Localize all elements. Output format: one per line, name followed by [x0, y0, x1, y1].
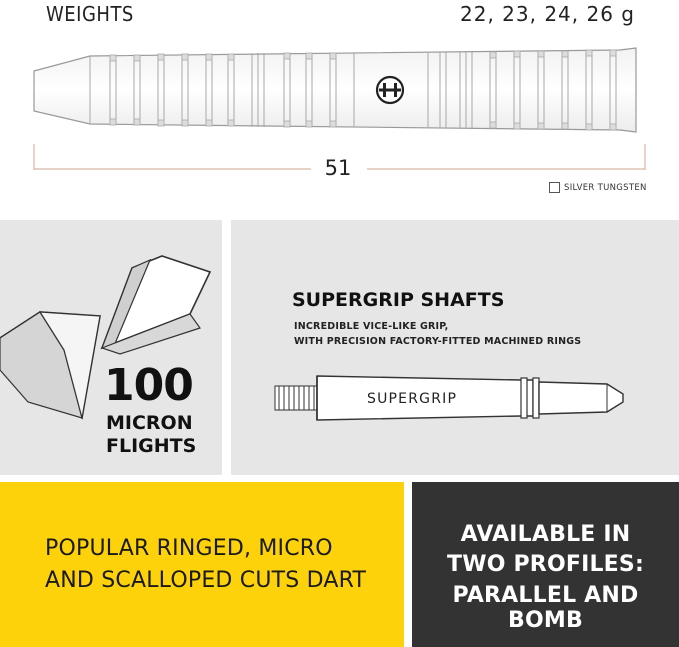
accessories-section: [0, 212, 679, 482]
material-legend: [549, 182, 647, 193]
flights-micron-label: MICRON: [106, 412, 193, 434]
h-logo-icon: [377, 77, 403, 103]
shaft-illustration: [271, 372, 631, 424]
legend-label: SILVER TUNGSTEN: [564, 182, 647, 193]
weights-values: 22, 23, 24, 26 g: [460, 2, 635, 26]
profiles-text-line3: PARALLEL AND BOMB: [452, 583, 639, 633]
shafts-subtitle-line2: WITH PRECISION FACTORY-FITTED MACHINED RINGS: [294, 336, 582, 347]
dart-barrel-illustration: [30, 45, 650, 137]
cuts-text-line2: AND SCALLOPED CUTS DART: [45, 568, 367, 593]
cuts-banner: [0, 482, 404, 647]
weights-label: WEIGHTS: [46, 2, 134, 26]
flights-label: FLIGHTS: [106, 435, 197, 457]
profiles-banner: [412, 482, 679, 647]
flights-micron-number: 100: [104, 360, 193, 411]
profiles-text-line1: AVAILABLE IN: [460, 522, 631, 547]
shaft-brand-text: SUPERGRIP: [367, 391, 458, 407]
barrel-section: [0, 0, 679, 212]
flights-panel: [0, 220, 222, 475]
legend-swatch: [549, 182, 560, 193]
shafts-title: SUPERGRIP SHAFTS: [292, 289, 505, 311]
shafts-panel: [231, 220, 679, 475]
shafts-subtitle-line1: INCREDIBLE VICE-LIKE GRIP,: [294, 321, 449, 332]
profiles-text-line2: TWO PROFILES:: [447, 552, 644, 577]
cuts-text-line1: POPULAR RINGED, MICRO: [45, 536, 333, 561]
barrel-length-value: 51: [324, 156, 352, 180]
